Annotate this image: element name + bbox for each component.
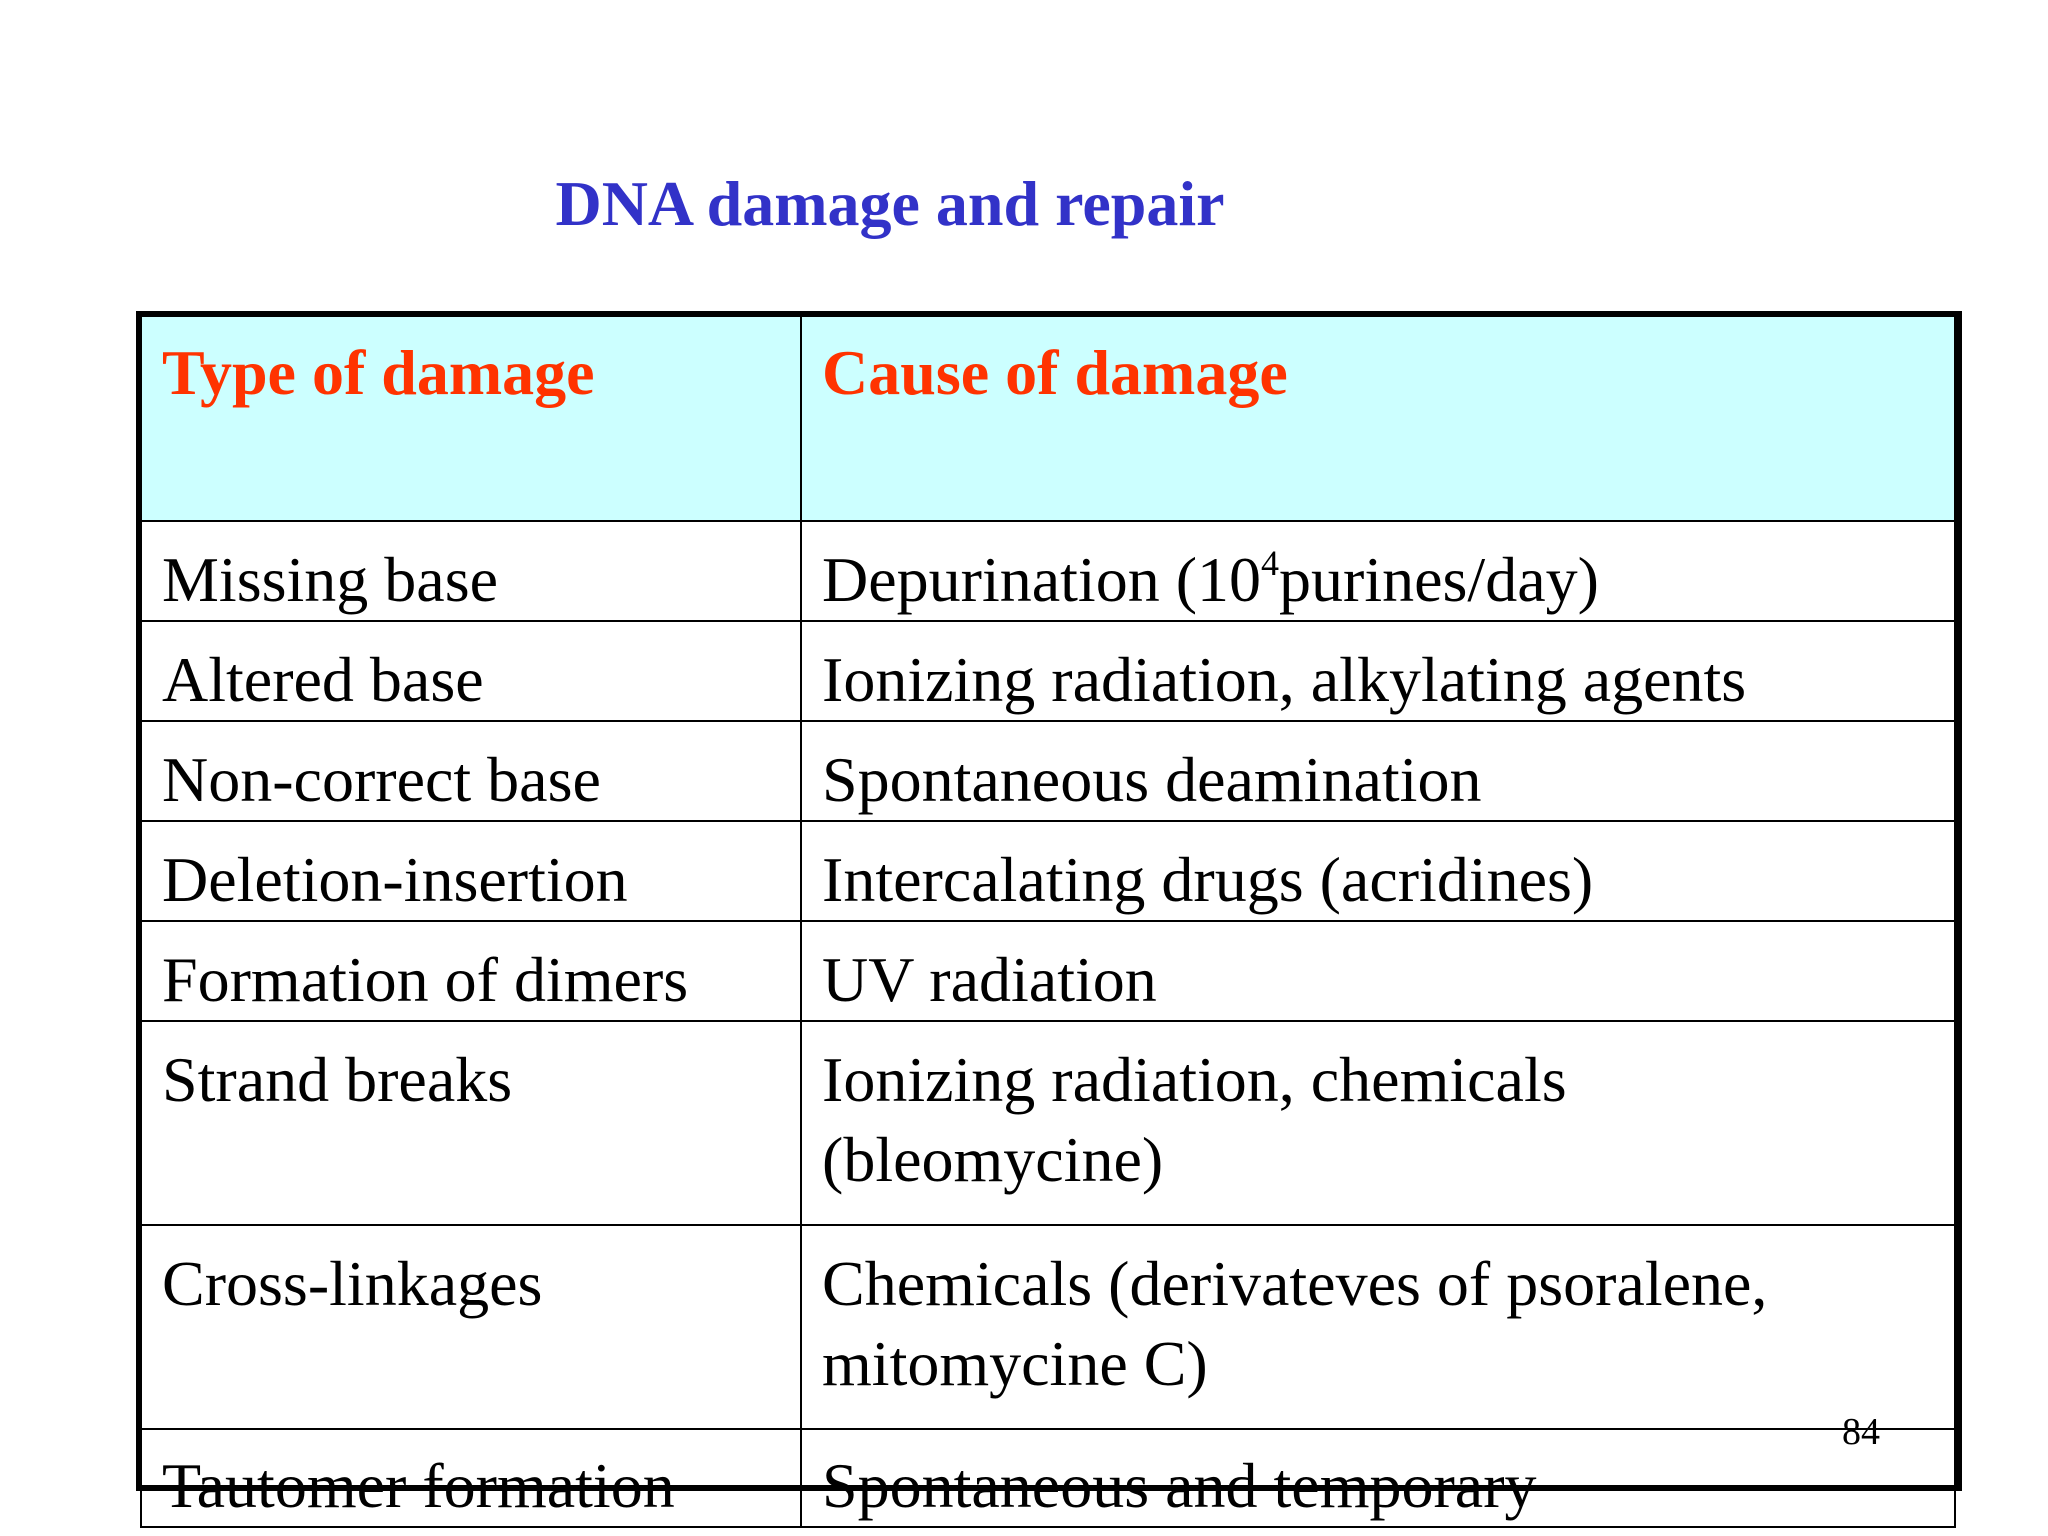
- table-row: [141, 821, 1955, 921]
- cause-line: (bleomycine): [822, 1124, 1164, 1195]
- cause-line: mitomycine C): [822, 1328, 1208, 1399]
- cause-cell: [801, 1021, 1955, 1225]
- type-cell: Altered base: [141, 621, 801, 721]
- table-row: [141, 621, 1955, 721]
- cause-cell: Spontaneous deamination: [801, 721, 1955, 821]
- cause-text: purines/day): [1279, 544, 1599, 615]
- slide-title: DNA damage and repair: [555, 168, 1225, 239]
- header-type-of-damage: Type of damage: [141, 316, 801, 521]
- table-row: [141, 721, 1955, 821]
- table-row: [141, 1429, 1955, 1527]
- table-row: [141, 1021, 1955, 1225]
- cause-cell: [801, 1225, 1955, 1429]
- type-cell: Non-correct base: [141, 721, 801, 821]
- cause-cell: Ionizing radiation, alkylating agents: [801, 621, 1955, 721]
- exponent: 4: [1261, 543, 1279, 583]
- cause-text: Depurination (10: [822, 544, 1261, 615]
- type-cell: Formation of dimers: [141, 921, 801, 1021]
- cause-cell: UV radiation: [801, 921, 1955, 1021]
- header-cause-of-damage: Cause of damage: [801, 316, 1955, 521]
- cause-cell: Spontaneous and temporary: [801, 1429, 1955, 1527]
- table-row: [141, 1225, 1955, 1429]
- type-cell: Missing base: [141, 521, 801, 621]
- type-cell: Cross-linkages: [141, 1225, 801, 1429]
- table-row: [141, 921, 1955, 1021]
- type-cell: Tautomer formation: [141, 1429, 801, 1527]
- cause-cell: Intercalating drugs (acridines): [801, 821, 1955, 921]
- table-row: [141, 521, 1955, 621]
- damage-table: [136, 311, 1962, 1521]
- type-cell: Deletion-insertion: [141, 821, 801, 921]
- cause-line: Chemicals (derivateves of psoralene,: [822, 1248, 1768, 1319]
- type-cell: Strand breaks: [141, 1021, 801, 1225]
- table-header-row: [141, 316, 1955, 521]
- cause-line: Ionizing radiation, chemicals: [822, 1044, 1567, 1115]
- page-number: 84: [1842, 1411, 1880, 1453]
- cause-cell: [801, 521, 1955, 621]
